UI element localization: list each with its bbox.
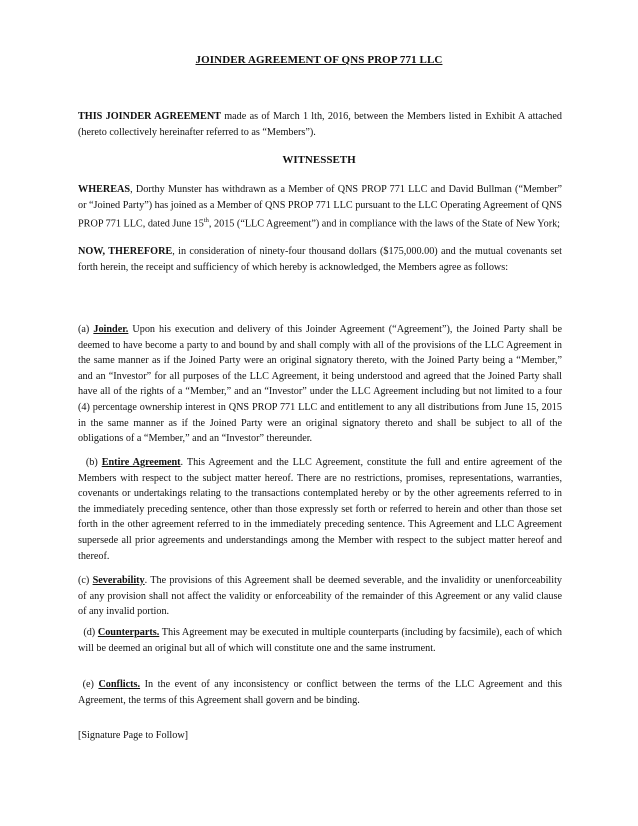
whereas-text-2: , 2015 (“LLC Agreement”) and in compliance with the laws of the State of New York;	[208, 218, 561, 230]
section-text: . The provisions of this Agreement shall be deemed severable, and the invalidity or unenforceability of any provision shall not affect the validity or enforceability of the remainder of this Agreement or any valid clause of any invalid portion.	[78, 575, 563, 618]
intro-lead: THIS JOINDER AGREEMENT	[78, 111, 221, 122]
section-text: In the event of any inconsistency or conflict between the terms of the LLC Agreement and this Agreement, the terms of this Agreement shall govern and be binding.	[78, 679, 563, 706]
section-prefix: (a)	[78, 324, 94, 335]
now-therefore-lead: NOW, THEREFORE	[78, 246, 173, 257]
section-heading: Counterparts.	[97, 627, 160, 638]
intro-text: made as of March 1 lth, 2016, between the Members listed in Exhibit A attached (hereto collectively hereinafter referred to as “Members”).	[78, 111, 562, 138]
section-text: . This Agreement and the LLC Agreement, constitute the full and entire agreement of the Members with respect to the subject matter hereof. There are no restrictions, promises, representations, warranties, covenants or undertakings relating to the transactions contemplated hereby or by the other agreements referred to in the immediately preceding sentence, other than those expressly set forth or referred to herein and other than those set forth in the other agreement referred to in the immediately preceding sentence. This Agreement and LLC Agreement supersede all prior agreements and understandings among the Member with respect to the subject matter hereof and thereof.	[78, 457, 562, 562]
whereas-paragraph	[78, 182, 562, 232]
intro-paragraph	[78, 109, 562, 140]
signature-page-note: [Signature Page to Follow]	[78, 730, 189, 741]
section-prefix: (c)	[78, 575, 93, 586]
section-prefix: (b)	[78, 457, 102, 468]
section-prefix: (e)	[78, 679, 99, 690]
section-heading: Joinder.	[93, 324, 129, 335]
whereas-text-1: , Dorthy Munster has withdrawn as a Member of QNS PROP 771 LLC and David Bullman (“Member” or “Joined Party”) has joined as a Member of QNS PROP 771 LLC pursuant to the LLC Operating Agreement of QNS PROP 771 LLC, dated June 15	[78, 184, 563, 230]
section-heading: Entire Agreement	[101, 457, 181, 468]
section-counterparts	[78, 625, 562, 656]
section-heading: Conflicts.	[98, 679, 141, 690]
section-entire-agreement	[78, 455, 562, 564]
witnesseth-heading: WITNESSETH	[282, 154, 356, 166]
section-prefix: (d)	[78, 627, 98, 638]
section-text: This Agreement may be executed in multiple counterparts (including by facsimile), each of which will be deemed an original but all of which will constitute one and the same instrument.	[78, 627, 562, 654]
section-conflicts	[78, 677, 562, 708]
section-severability	[78, 573, 562, 620]
section-heading: Severability	[92, 575, 145, 586]
now-therefore-text: , in consideration of ninety-four thousand dollars ($175,000.00) and the mutual covenants set forth herein, the receipt and sufficiency of which hereby is acknowledged, the Members agree as follows:	[78, 246, 562, 273]
whereas-superscript: th	[203, 217, 209, 225]
now-therefore-paragraph	[78, 244, 562, 275]
section-joinder	[78, 322, 562, 447]
document-title: JOINDER AGREEMENT OF QNS PROP 771 LLC	[195, 54, 443, 66]
whereas-lead: WHEREAS	[78, 184, 131, 195]
section-text: Upon his execution and delivery of this Joinder Agreement (“Agreement”), the Joined Party shall be deemed to have become a party to and bound by and shall comply with all of the provisions of the LLC Agreement in the same manner as if the Joined Party were an original signatory thereto, with the Joined Party being a “Member,” and an “Investor” for all purposes of the LLC Agreement, it being understood and agreed that the Joined Party shall have all of the rights of a “Member,” and an “Investor” under the LLC Agreement including but not limited to a four (4) percentage ownership interest in QNS PROP 771 LLC and entitlement to any all distributions from June 15, 2015 in the same manner as if the Joined Party were an original signatory thereto and shall be subject to all of the obligations of a “Member,” and an “Investor” thereunder.	[78, 324, 562, 445]
